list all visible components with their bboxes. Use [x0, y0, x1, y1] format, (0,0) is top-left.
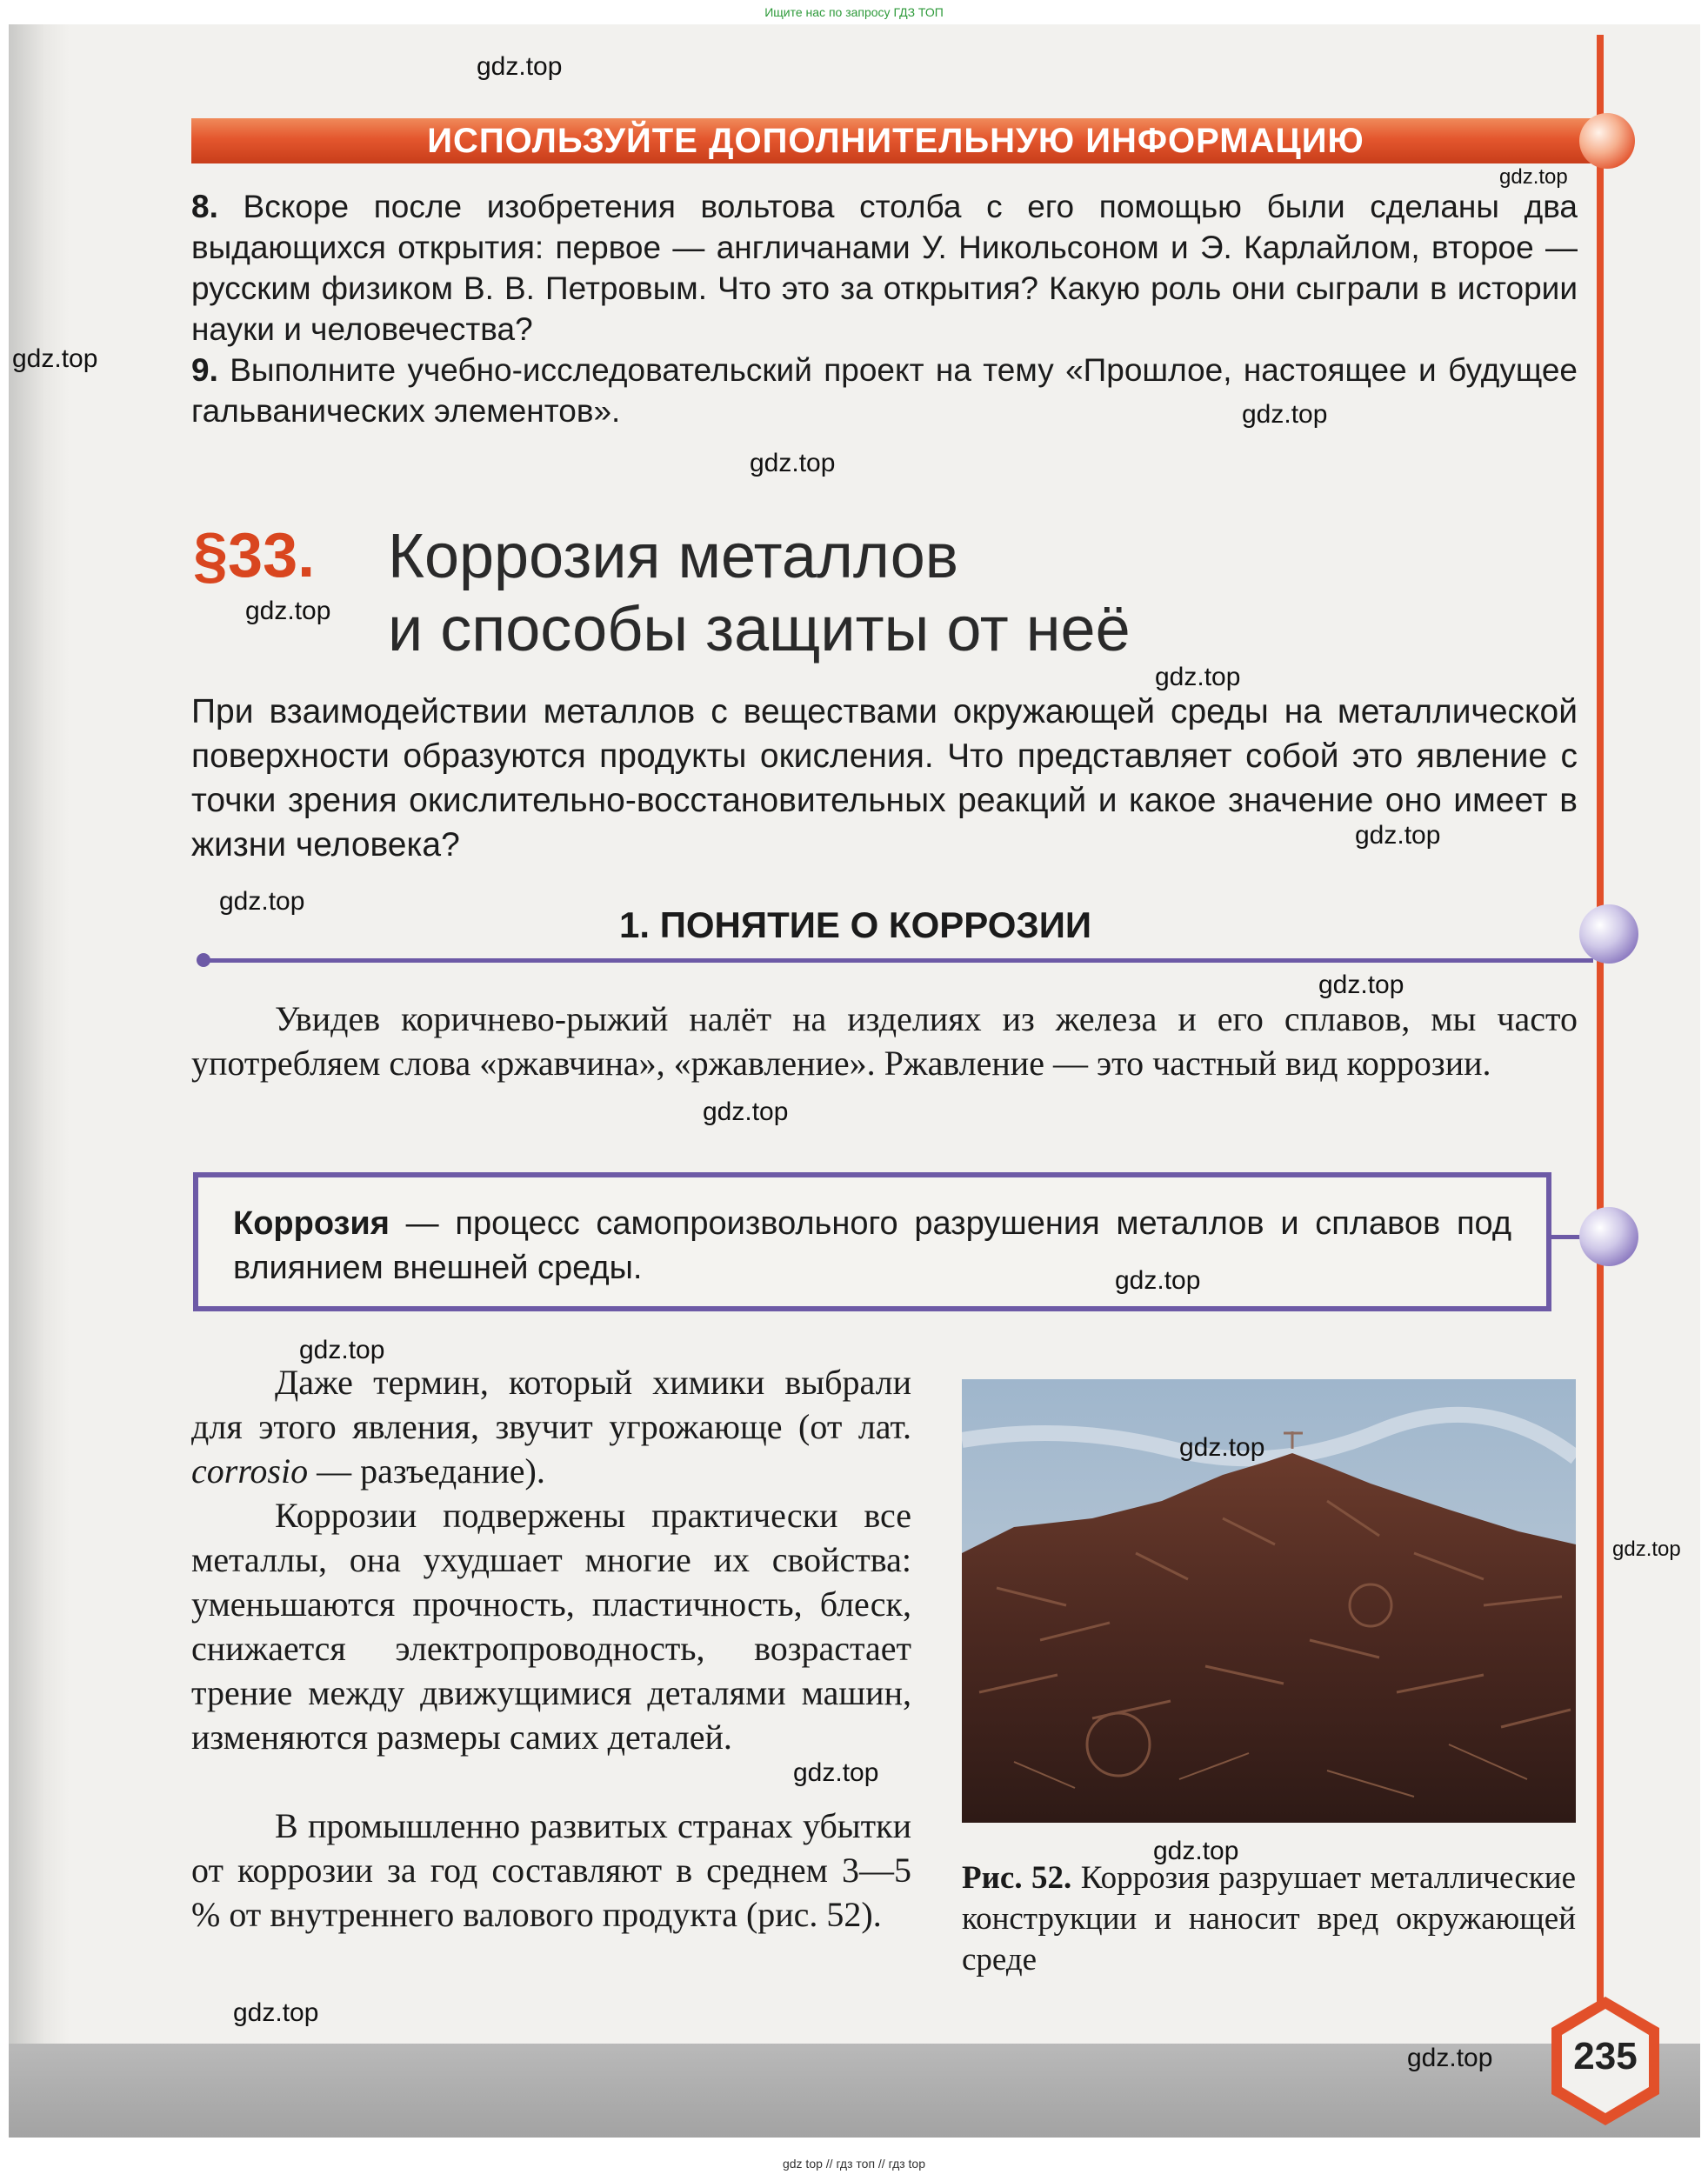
watermark: gdz.top: [793, 1758, 879, 1787]
subsection-rule-dot: [197, 953, 210, 967]
section-intro: При взаимодействии металлов с веществами окружающей среды на металлической поверхности образуются продукты окисления. Что представляет собой это явление с точки зрения окислительно-восстановительных реакций и какое значение оно имеет в жизни человека?: [191, 693, 1578, 864]
section-title-line1: Коррозия металлов: [388, 522, 959, 591]
page-binding-shadow: [9, 24, 70, 2138]
section-title: [388, 520, 1131, 666]
definition-ball-icon: [1579, 1207, 1638, 1266]
paragraph-term-start: Даже термин, который химики выбрали для этого явления, звучит угрожающе (от лат.: [191, 1363, 911, 1446]
watermark: gdz.top: [1612, 1537, 1681, 1561]
watermark: gdz.top: [703, 1097, 789, 1126]
watermark: gdz.top: [1179, 1433, 1265, 1462]
definition-term: Коррозия: [233, 1205, 390, 1242]
info-banner: ИСПОЛЬЗУЙТЕ ДОПОЛНИТЕЛЬНУЮ ИНФОРМАЦИЮ: [191, 118, 1600, 163]
paragraph-losses: В промышленно развитых странах убытки от коррозии за год составляют в среднем 3—5 % от внутреннего валового продукта (рис. 52).: [191, 1806, 911, 1934]
watermark: gdz.top: [1407, 2044, 1493, 2072]
bottom-note: gdz top // гдз топ // гдз top: [782, 2157, 926, 2171]
margin-vertical-line: [1597, 35, 1604, 2026]
subsection-rule: [202, 958, 1593, 963]
task-8: [191, 186, 1578, 350]
watermark: gdz.top: [1499, 165, 1568, 189]
watermark: gdz.top: [750, 449, 836, 477]
watermark: gdz.top: [12, 344, 98, 373]
watermark: gdz.top: [1242, 400, 1328, 429]
task-text: Выполните учебно-исследовательский проект на тему «Прошлое, настоящее и будущее гальванических элементов».: [191, 352, 1578, 429]
figure-52-caption: [962, 1858, 1576, 1980]
watermark: gdz.top: [1115, 1266, 1201, 1295]
task-text: Вскоре после изобретения вольтова столба с его помощью были сделаны два выдающихся открытия: первое — англичанами У. Никольсоном и Э. Карлайлом, второе — русским физиком В. В. Петровым. Что это за открытия? Какую роль они сыграли в истории науки и человечества?: [191, 189, 1578, 347]
figure-caption-text: Коррозия разрушает металлические конструкции и наносит вред окружающей среде: [962, 1860, 1576, 1978]
watermark: gdz.top: [1355, 821, 1441, 850]
watermark: gdz.top: [233, 1998, 319, 2027]
paragraph-term: [191, 1360, 911, 1493]
definition-text: — процесс самопроизвольного разрушения металлов и сплавов под влиянием внешней среды.: [233, 1205, 1511, 1286]
figure-52-photo: [962, 1379, 1576, 1823]
figure-label: Рис. 52.: [962, 1860, 1072, 1896]
watermark: gdz.top: [219, 887, 305, 916]
watermark: gdz.top: [1153, 1837, 1239, 1865]
task-number: 8.: [191, 189, 218, 224]
subsection-heading: 1. ПОНЯТИЕ О КОРРОЗИИ: [619, 904, 1092, 945]
page-number: 235: [1573, 2035, 1638, 2078]
watermark: gdz.top: [1155, 663, 1241, 691]
task-number: 9.: [191, 352, 218, 388]
top-note: Ищите нас по запросу ГДЗ ТОП: [764, 5, 944, 19]
latin-word: corrosio: [191, 1451, 309, 1491]
watermark: gdz.top: [245, 597, 331, 625]
paragraph-term-end: — разъедание).: [308, 1451, 545, 1491]
section-title-line2: и способы защиты от неё: [388, 595, 1131, 664]
watermark: gdz.top: [299, 1336, 385, 1364]
paragraph-rust: Увидев коричнево-рыжий налёт на изделиях из железа и его сплавов, мы часто употребляем слова «ржавчина», «ржавление». Ржавление — это частный вид коррозии.: [191, 999, 1578, 1083]
definition-box: [193, 1172, 1551, 1311]
task-9: [191, 350, 1578, 431]
watermark: gdz.top: [1318, 970, 1404, 999]
watermark: gdz.top: [477, 52, 563, 81]
paragraph-properties: Коррозии подвержены практически все металлы, она ухудшает многие их свойства: уменьшаются прочность, пластичность, блеск, снижается электропроводность, возрастает трение между движущимися деталями машин, изменяются размеры самих деталей.: [191, 1496, 911, 1757]
subsection-ball-icon: [1579, 904, 1638, 964]
banner-ball-icon: [1579, 113, 1635, 169]
section-number: §33.: [193, 521, 316, 590]
